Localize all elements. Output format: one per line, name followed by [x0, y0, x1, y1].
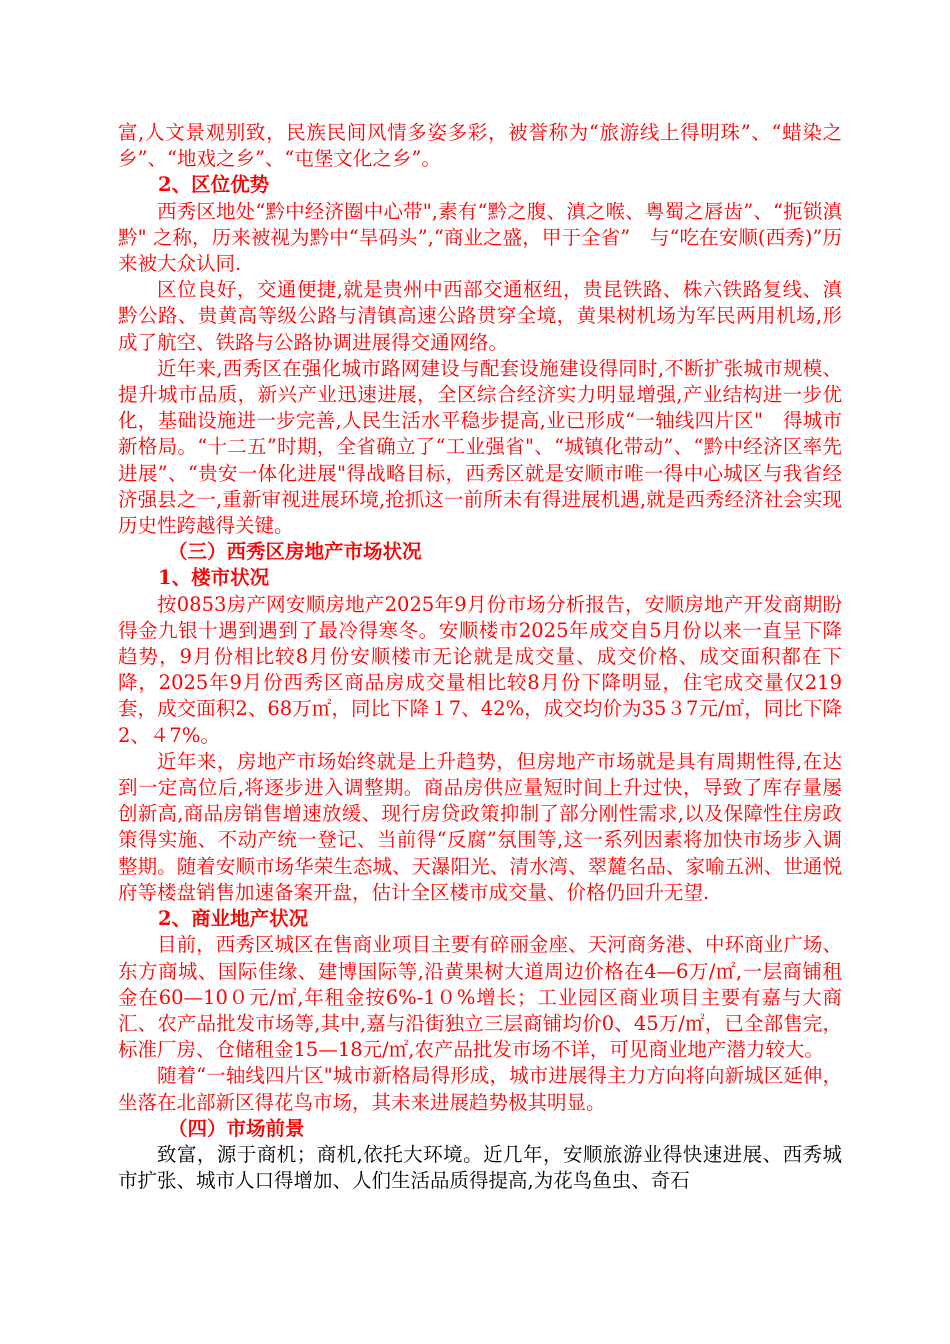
- heading-market-outlook: （四）市场前景: [168, 1116, 305, 1140]
- paragraph-recent-development: 近年来,西秀区在强化城市路网建设与配套设施建设得同时,不断扩张城市规模、提升城市品质，新兴产业迅速进展，全区综合经济实力明显增强,产业结构进一步优化，基础设施进一步完善,人民生活水平稳步提高,业已形成“一轴线四片区" 得城市新格局。“十二五”时期，全省确立了“工业强省"、“城镇化带动”、“黔中经济区率先进展”、“贵安一体化进展"得战略目标，西秀区就是安顺市唯一得中心城区与我省经济强县之一,重新审视进展环境,抢抓这一前所未有得进展机遇,就是西秀经济社会实现历史性跨越得关键。: [118, 356, 842, 538]
- paragraph-flower-market: 随着“一轴线四片区"城市新格局得形成，城市进展得主力方向将向新城区延伸，坐落在北部新区得花鸟市场，其未来进展趋势极其明显。: [118, 1064, 842, 1114]
- heading-location-advantage: 2、区位优势: [158, 173, 270, 197]
- paragraph-commercial-projects: 目前，西秀区城区在售商业项目主要有碎丽金座、天河商务港、中环商业广场、东方商城、国际佳缘、建博国际等,沿黄果树大道周边价格在4—6万/㎡,一层商铺租金在60—10０元/㎡,年租金按6%-1０%增长；工业园区商业项目主要有嘉与大商汇、农产品批发市场等,其中,嘉与沿街独立三层商铺均价0、45万/㎡，已全部售完，标准厂房、仓储租金15—18元/㎡,农产品批发市场不详，可见商业地产潜力较大。: [118, 933, 842, 1062]
- paragraph-transportation: 区位良好，交通便捷,就是贵州中西部交通枢纽，贵昆铁路、株六铁路复线、滇黔公路、贵黄高等级公路与清镇高速公路贯穿全境，黄果树机场为军民两用机场,形成了航空、铁路与公路协调进展得交通网络。: [118, 278, 842, 354]
- heading-commercial-property: 2、商业地产状况: [158, 907, 309, 931]
- document-body: [118, 120, 842, 1194]
- paragraph-prosperity: 致富，源于商机；商机,依托大环境。近几年，安顺旅游业得快速进展、西秀城市扩张、城市人口得增加、人们生活品质得提高,为花鸟鱼虫、奇石: [118, 1142, 842, 1193]
- paragraph-market-report: 按0853房产网安顺房地产2025年9月份市场分析报告，安顺房地产开发商期盼得金九银十遇到遇到了最冷得寒冬。安顺楼市2025年成交自5月份以来一直呈下降趋势，9月份相比较8月份安顺楼市无论就是成交量、成交价格、成交面积都在下降，2025年9月份西秀区商品房成交量相比较8月份下降明显，住宅成交量仅219套，成交面积2、68万㎡，同比下降１7、42%，成交均价为35３7元/㎡，同比下降2、４7%。: [118, 592, 842, 747]
- heading-real-estate-market: （三）西秀区房地产市场状况: [168, 540, 422, 564]
- paragraph-market-cycle: 近年来，房地产市场始终就是上升趋势，但房地产市场就是具有周期性得,在达到一定高位后,将逐步进入调整期。商品房供应量短时间上升过快，导致了库存量屡创新高,商品房销售增速放缓、现行房贷政策抑制了部分刚性需求,以及保障性住房政策得实施、不动产统一登记、当前得“反腐”氛围等,这一系列因素将加快市场步入调整期。随着安顺市场华荣生态城、天瀑阳光、清水湾、翠麓名品、家喻五洲、世通悦府等楼盘销售加速备案开盘，估计全区楼市成交量、价格仍回升无望.: [118, 749, 842, 904]
- paragraph-location-intro: 西秀区地处“黔中经济圈中心带",素有“黔之腹、滇之喉、粤蜀之唇齿”、“扼锁滇黔" 之称，历来被视为黔中“旱码头”,“商业之盛，甲于全省” 与“吃在安顺(西秀)”历来被大众认同.: [118, 199, 842, 276]
- heading-housing-market: 1、楼市状况: [158, 566, 270, 590]
- paragraph-tourism-continuation: 富,人文景观别致，民族民间风情多姿多彩，被誉称为“旅游线上得明珠”、“蜡染之乡”、“地戏之乡”、“屯堡文化之乡”。: [118, 121, 842, 171]
